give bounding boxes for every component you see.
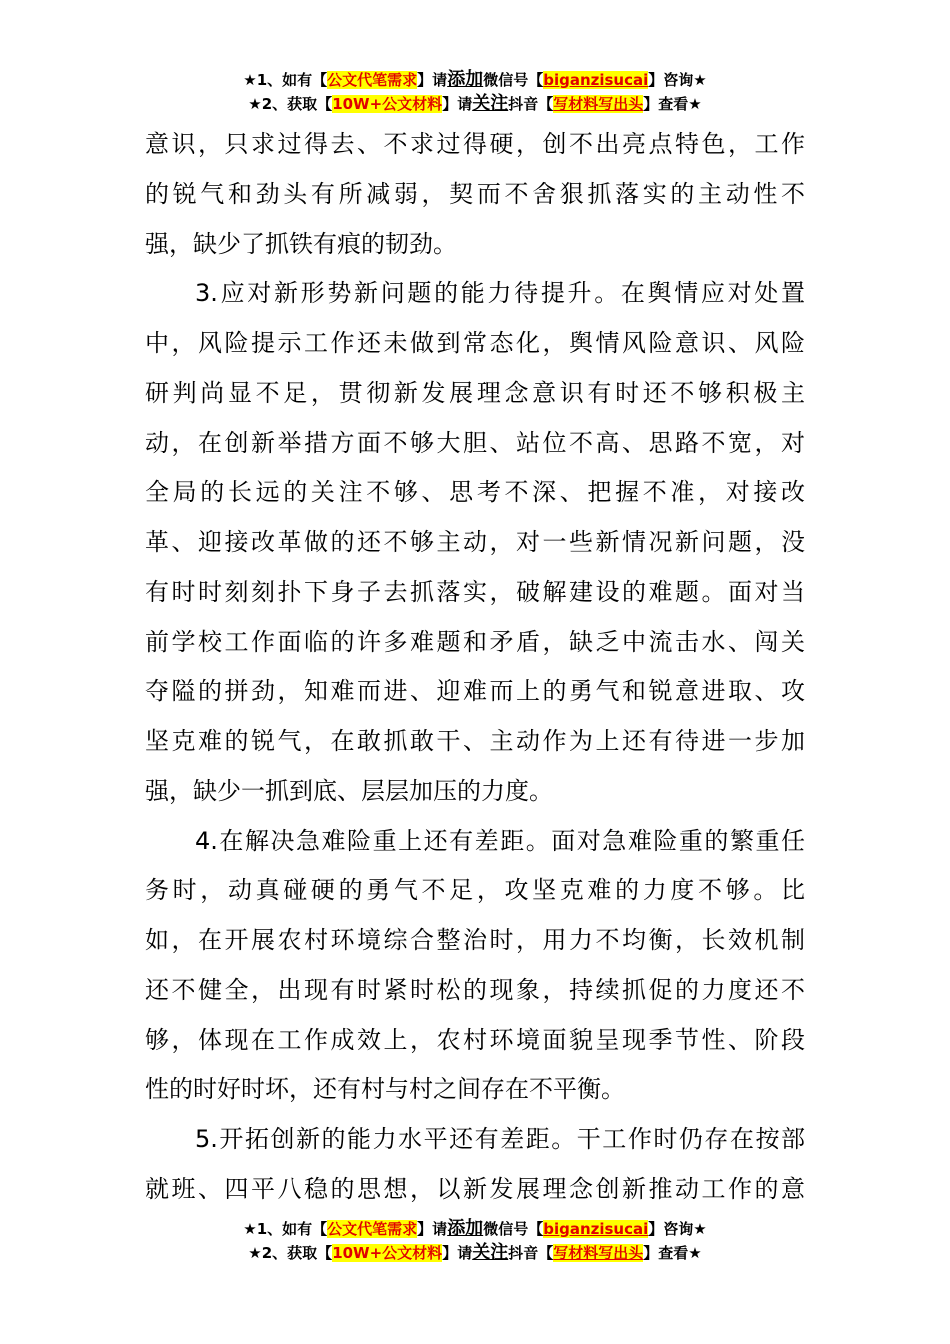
text-line: 务时，动真碰硬的勇气不足，攻坚克难的力度不够。比 bbox=[145, 876, 805, 905]
header-banner bbox=[0, 68, 950, 116]
wechat-id: biganzisucai bbox=[543, 1220, 649, 1238]
text-line: 强，缺少一抓到底、层层加压的力度。 bbox=[145, 776, 553, 805]
document-body bbox=[145, 120, 805, 1215]
banner-line-1 bbox=[0, 1217, 950, 1241]
text-line: 够，体现在工作成效上，农村环境面貌呈现季节性、阶段 bbox=[145, 1025, 805, 1054]
banner-text: 】查看★ bbox=[643, 1244, 702, 1262]
banner-text: 】咨询★ bbox=[648, 71, 707, 89]
banner-text: 】查看★ bbox=[643, 95, 702, 113]
banner-text: 】请 bbox=[417, 71, 448, 89]
banner-line-2 bbox=[0, 1241, 950, 1265]
text-line: 5.开拓创新的能力水平还有差距。干工作时仍存在按部 bbox=[195, 1125, 805, 1153]
text-line: 前学校工作面临的许多难题和矛盾，缺乏中流击水、闯关 bbox=[145, 627, 805, 656]
banner-line-1 bbox=[0, 68, 950, 92]
text-line: 研判尚显不足，贯彻新发展理念意识有时还不够积极主 bbox=[145, 378, 805, 407]
text-line: 还不健全，出现有时紧时松的现象，持续抓促的力度还不 bbox=[145, 975, 805, 1004]
text-line: 性的时好时坏，还有村与村之间存在不平衡。 bbox=[145, 1075, 625, 1104]
text-line: 中，风险提示工作还未做到常态化，舆情风险意识、风险 bbox=[145, 329, 805, 357]
banner-text: 微信号【 bbox=[483, 71, 544, 89]
text-line: 强，缺少了抓铁有痕的韧劲。 bbox=[145, 229, 457, 258]
banner-text: ★2、获取【 bbox=[248, 95, 333, 113]
wechat-id: biganzisucai bbox=[543, 71, 649, 89]
text-line: 4.在解决急难险重上还有差距。面对急难险重的繁重任 bbox=[195, 826, 805, 855]
banner-emphasis: 添加 bbox=[447, 69, 484, 90]
banner-text: 抖音【 bbox=[508, 1244, 554, 1262]
banner-text: 抖音【 bbox=[508, 95, 554, 113]
highlight-materials: 10W+公文材料 bbox=[332, 95, 443, 113]
text-line: 3.应对新形势新问题的能力待提升。在舆情应对处置 bbox=[195, 279, 805, 308]
banner-text: ★1、如有【 bbox=[243, 71, 328, 89]
banner-text: ★2、获取【 bbox=[248, 1244, 333, 1262]
highlight-service: 公文代笔需求 bbox=[327, 71, 418, 89]
text-line: 革、迎接改革做的还不够主动，对一些新情况新问题，没 bbox=[145, 528, 805, 556]
text-line: 坚克难的锐气，在敢抓敢干、主动作为上还有待进一步加 bbox=[145, 727, 805, 755]
banner-emphasis: 关注 bbox=[472, 1242, 509, 1263]
banner-text: 微信号【 bbox=[483, 1220, 544, 1238]
banner-text: ★1、如有【 bbox=[243, 1220, 328, 1238]
text-line: 的锐气和劲头有所减弱，契而不舍狠抓落实的主动性不 bbox=[145, 179, 805, 208]
banner-text: 】请 bbox=[442, 95, 473, 113]
text-line: 有时时刻刻扑下身子去抓落实，破解建设的难题。面对当 bbox=[145, 577, 805, 606]
text-line: 夺隘的拼劲，知难而进、迎难而上的勇气和锐意进取、攻 bbox=[145, 677, 805, 706]
banner-text: 】请 bbox=[442, 1244, 473, 1262]
banner-text: 】咨询★ bbox=[648, 1220, 707, 1238]
banner-emphasis: 添加 bbox=[447, 1218, 484, 1239]
text-line: 全局的长远的关注不够、思考不深、把握不准，对接改 bbox=[145, 478, 805, 507]
douyin-account: 写材料写出头 bbox=[553, 95, 644, 113]
text-line: 如，在开展农村环境综合整治时，用力不均衡，长效机制 bbox=[145, 926, 805, 954]
text-line: 就班、四平八稳的思想，以新发展理念创新推动工作的意 bbox=[145, 1174, 805, 1203]
highlight-materials: 10W+公文材料 bbox=[332, 1244, 443, 1262]
text-line: 意识，只求过得去、不求过得硬，创不出亮点特色，工作 bbox=[145, 130, 805, 158]
highlight-service: 公文代笔需求 bbox=[327, 1220, 418, 1238]
text-line: 动，在创新举措方面不够大胆、站位不高、思路不宽，对 bbox=[145, 428, 805, 457]
banner-text: 】请 bbox=[417, 1220, 448, 1238]
douyin-account: 写材料写出头 bbox=[553, 1244, 644, 1262]
banner-line-2 bbox=[0, 92, 950, 116]
banner-emphasis: 关注 bbox=[472, 93, 509, 114]
footer-banner bbox=[0, 1217, 950, 1265]
